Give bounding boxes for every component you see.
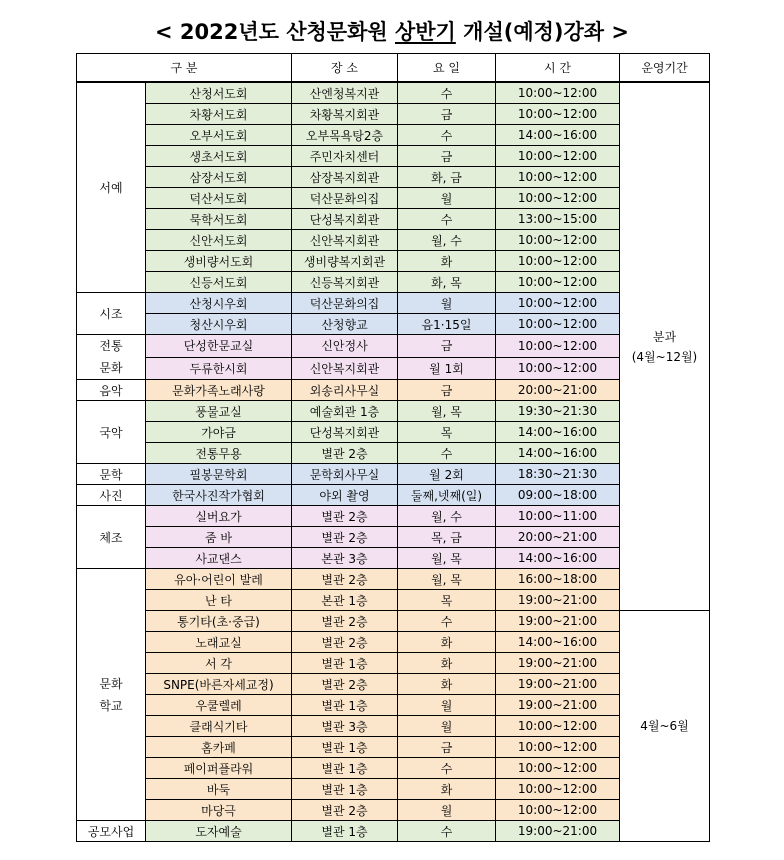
header-day: 요 일 — [398, 54, 496, 83]
table-row — [77, 632, 710, 653]
time-cell: 14:00~16:00 — [496, 632, 620, 653]
place-cell: 덕산문화의집 — [292, 293, 398, 314]
table-body — [77, 82, 710, 842]
time-cell: 10:00~12:00 — [496, 82, 620, 104]
table-row — [77, 167, 710, 188]
table-row — [77, 443, 710, 464]
place-cell: 별관 1층 — [292, 737, 398, 758]
category-cell: 문화 학교 — [77, 569, 146, 821]
day-cell: 월, 수 — [398, 230, 496, 251]
table-row — [77, 758, 710, 779]
period-cell: 4월~6월 — [620, 611, 710, 842]
page-title: < 2022년도 산청문화원 상반기 개설(예정)강좌 > — [155, 20, 629, 44]
day-cell: 수 — [398, 209, 496, 230]
place-cell: 별관 1층 — [292, 821, 398, 842]
time-cell: 14:00~16:00 — [496, 125, 620, 146]
time-cell: 19:00~21:00 — [496, 590, 620, 611]
time-cell: 10:00~12:00 — [496, 737, 620, 758]
day-cell: 수 — [398, 821, 496, 842]
category-cell: 체조 — [77, 506, 146, 569]
day-cell: 수 — [398, 82, 496, 104]
day-cell: 금 — [398, 335, 496, 358]
day-cell: 월, 목 — [398, 569, 496, 590]
day-cell: 금 — [398, 380, 496, 401]
time-cell: 10:00~12:00 — [496, 335, 620, 358]
course-name-cell: 덕산서도회 — [146, 188, 292, 209]
course-name-cell: 노래교실 — [146, 632, 292, 653]
course-name-cell: 차황서도회 — [146, 104, 292, 125]
time-cell: 10:00~12:00 — [496, 314, 620, 335]
title-emphasis: 상반기 — [394, 20, 456, 44]
course-name-cell: 홈카페 — [146, 737, 292, 758]
table-row — [77, 569, 710, 590]
time-cell: 14:00~16:00 — [496, 422, 620, 443]
time-cell: 10:00~12:00 — [496, 758, 620, 779]
time-cell: 10:00~12:00 — [496, 104, 620, 125]
place-cell: 별관 1층 — [292, 653, 398, 674]
day-cell: 음1·15일 — [398, 314, 496, 335]
place-cell: 별관 2층 — [292, 800, 398, 821]
course-schedule-table — [76, 53, 710, 842]
day-cell: 화, 목 — [398, 272, 496, 293]
time-cell: 19:00~21:00 — [496, 821, 620, 842]
time-cell: 09:00~18:00 — [496, 485, 620, 506]
place-cell: 주민자치센터 — [292, 146, 398, 167]
table-row — [77, 506, 710, 527]
place-cell: 오부목욕탕2층 — [292, 125, 398, 146]
category-cell: 전통 문화 — [77, 335, 146, 380]
table-row — [77, 380, 710, 401]
day-cell: 월, 수 — [398, 506, 496, 527]
time-cell: 10:00~12:00 — [496, 800, 620, 821]
time-cell: 10:00~12:00 — [496, 251, 620, 272]
place-cell: 야외 촬영 — [292, 485, 398, 506]
time-cell: 10:00~12:00 — [496, 357, 620, 380]
time-cell: 20:00~21:00 — [496, 380, 620, 401]
place-cell: 별관 2층 — [292, 611, 398, 632]
table-row — [77, 695, 710, 716]
day-cell: 월, 목 — [398, 401, 496, 422]
day-cell: 화 — [398, 674, 496, 695]
header-period: 운영기간 — [620, 54, 710, 83]
day-cell: 수 — [398, 758, 496, 779]
place-cell: 별관 2층 — [292, 632, 398, 653]
place-cell: 산엔청복지관 — [292, 82, 398, 104]
course-name-cell: 필봉문학회 — [146, 464, 292, 485]
place-cell: 별관 2층 — [292, 443, 398, 464]
course-name-cell: 생초서도회 — [146, 146, 292, 167]
course-name-cell: 도자예술 — [146, 821, 292, 842]
course-name-cell: 마당극 — [146, 800, 292, 821]
time-cell: 19:30~21:30 — [496, 401, 620, 422]
place-cell: 삼장복지회관 — [292, 167, 398, 188]
header-category: 구 분 — [77, 54, 292, 83]
table-row — [77, 188, 710, 209]
place-cell: 생비량복지회관 — [292, 251, 398, 272]
category-cell: 음악 — [77, 380, 146, 401]
place-cell: 신등복지회관 — [292, 272, 398, 293]
place-cell: 별관 3층 — [292, 716, 398, 737]
time-cell: 19:00~21:00 — [496, 674, 620, 695]
time-cell: 10:00~12:00 — [496, 779, 620, 800]
course-name-cell: 실버요가 — [146, 506, 292, 527]
place-cell: 문학회사무실 — [292, 464, 398, 485]
header-place: 장 소 — [292, 54, 398, 83]
table-row — [77, 314, 710, 335]
time-cell: 13:00~15:00 — [496, 209, 620, 230]
course-name-cell: 신등서도회 — [146, 272, 292, 293]
course-name-cell: 서 각 — [146, 653, 292, 674]
place-cell: 단성복지회관 — [292, 209, 398, 230]
time-cell: 10:00~11:00 — [496, 506, 620, 527]
table-row — [77, 464, 710, 485]
time-cell: 19:00~21:00 — [496, 695, 620, 716]
day-cell: 월 — [398, 188, 496, 209]
course-name-cell: 풍물교실 — [146, 401, 292, 422]
header-row — [77, 54, 710, 83]
time-cell: 19:00~21:00 — [496, 611, 620, 632]
day-cell: 화 — [398, 632, 496, 653]
category-cell: 국악 — [77, 401, 146, 464]
place-cell: 단성복지회관 — [292, 422, 398, 443]
table-row — [77, 674, 710, 695]
course-name-cell: 오부서도회 — [146, 125, 292, 146]
day-cell: 월 — [398, 716, 496, 737]
day-cell: 목, 금 — [398, 527, 496, 548]
table-row — [77, 821, 710, 842]
time-cell: 16:00~18:00 — [496, 569, 620, 590]
course-name-cell: 클래식기타 — [146, 716, 292, 737]
day-cell: 월, 목 — [398, 548, 496, 569]
day-cell: 수 — [398, 125, 496, 146]
course-name-cell: 산청서도회 — [146, 82, 292, 104]
time-cell: 18:30~21:30 — [496, 464, 620, 485]
time-cell: 14:00~16:00 — [496, 548, 620, 569]
time-cell: 10:00~12:00 — [496, 188, 620, 209]
table-row — [77, 485, 710, 506]
course-name-cell: 신안서도회 — [146, 230, 292, 251]
table-row — [77, 401, 710, 422]
day-cell: 화 — [398, 653, 496, 674]
time-cell: 10:00~12:00 — [496, 167, 620, 188]
day-cell: 금 — [398, 146, 496, 167]
place-cell: 외송리사무실 — [292, 380, 398, 401]
place-cell: 별관 2층 — [292, 506, 398, 527]
place-cell: 예술회관 1층 — [292, 401, 398, 422]
course-name-cell: 묵학서도회 — [146, 209, 292, 230]
course-name-cell: 사교댄스 — [146, 548, 292, 569]
table-row — [77, 590, 710, 611]
table-row — [77, 251, 710, 272]
table-row — [77, 422, 710, 443]
place-cell: 신안복지회관 — [292, 357, 398, 380]
time-cell: 20:00~21:00 — [496, 527, 620, 548]
place-cell: 별관 1층 — [292, 758, 398, 779]
day-cell: 월 — [398, 695, 496, 716]
day-cell: 화, 금 — [398, 167, 496, 188]
course-name-cell: 청산시우회 — [146, 314, 292, 335]
day-cell: 월 2회 — [398, 464, 496, 485]
period-cell: 분과 (4월~12월) — [620, 82, 710, 611]
course-name-cell: 문화가족노래사랑 — [146, 380, 292, 401]
table-row — [77, 125, 710, 146]
place-cell: 본관 1층 — [292, 590, 398, 611]
table-row — [77, 335, 710, 358]
category-cell: 서예 — [77, 82, 146, 293]
place-cell: 산청향교 — [292, 314, 398, 335]
table-row — [77, 737, 710, 758]
course-name-cell: 줌 바 — [146, 527, 292, 548]
course-name-cell: 페이퍼플라워 — [146, 758, 292, 779]
course-name-cell: 생비량서도회 — [146, 251, 292, 272]
day-cell: 목 — [398, 422, 496, 443]
place-cell: 본관 3층 — [292, 548, 398, 569]
table-row — [77, 357, 710, 380]
place-cell: 차황복지회관 — [292, 104, 398, 125]
time-cell: 10:00~12:00 — [496, 293, 620, 314]
table-row — [77, 527, 710, 548]
place-cell: 별관 1층 — [292, 695, 398, 716]
course-name-cell: 단성한문교실 — [146, 335, 292, 358]
place-cell: 신안복지회관 — [292, 230, 398, 251]
course-name-cell: 유아·어린이 발레 — [146, 569, 292, 590]
place-cell: 별관 2층 — [292, 674, 398, 695]
place-cell: 별관 1층 — [292, 779, 398, 800]
table-row — [77, 716, 710, 737]
table-row — [77, 82, 710, 104]
day-cell: 금 — [398, 104, 496, 125]
category-cell: 문학 — [77, 464, 146, 485]
course-name-cell: 전통무용 — [146, 443, 292, 464]
time-cell: 10:00~12:00 — [496, 272, 620, 293]
course-name-cell: 두류한시회 — [146, 357, 292, 380]
category-cell: 시조 — [77, 293, 146, 335]
table-row — [77, 104, 710, 125]
day-cell: 월 — [398, 800, 496, 821]
table-row — [77, 209, 710, 230]
day-cell: 화 — [398, 779, 496, 800]
header-time: 시 간 — [496, 54, 620, 83]
day-cell: 월 1회 — [398, 357, 496, 380]
table-row — [77, 779, 710, 800]
place-cell: 별관 2층 — [292, 527, 398, 548]
category-cell: 사진 — [77, 485, 146, 506]
day-cell: 화 — [398, 251, 496, 272]
table-row — [77, 293, 710, 314]
time-cell: 10:00~12:00 — [496, 716, 620, 737]
course-name-cell: 한국사진작가협회 — [146, 485, 292, 506]
time-cell: 10:00~12:00 — [496, 230, 620, 251]
day-cell: 월 — [398, 293, 496, 314]
course-name-cell: 가야금 — [146, 422, 292, 443]
course-name-cell: 통기타(초·중급) — [146, 611, 292, 632]
time-cell: 10:00~12:00 — [496, 146, 620, 167]
place-cell: 덕산문화의집 — [292, 188, 398, 209]
table-row — [77, 653, 710, 674]
table-row — [77, 146, 710, 167]
table-row — [77, 230, 710, 251]
day-cell: 수 — [398, 443, 496, 464]
place-cell: 신안정사 — [292, 335, 398, 358]
time-cell: 19:00~21:00 — [496, 653, 620, 674]
day-cell: 수 — [398, 611, 496, 632]
category-cell: 공모사업 — [77, 821, 146, 842]
time-cell: 14:00~16:00 — [496, 443, 620, 464]
day-cell: 둘째,넷째(일) — [398, 485, 496, 506]
course-name-cell: 삼장서도회 — [146, 167, 292, 188]
day-cell: 목 — [398, 590, 496, 611]
table-row — [77, 611, 710, 632]
course-name-cell: 바둑 — [146, 779, 292, 800]
table-row — [77, 800, 710, 821]
place-cell: 별관 2층 — [292, 569, 398, 590]
course-name-cell: 난 타 — [146, 590, 292, 611]
course-name-cell: SNPE(바른자세교정) — [146, 674, 292, 695]
course-name-cell: 산청시우회 — [146, 293, 292, 314]
course-name-cell: 우쿨렐레 — [146, 695, 292, 716]
table-row — [77, 548, 710, 569]
day-cell: 금 — [398, 737, 496, 758]
table-row — [77, 272, 710, 293]
